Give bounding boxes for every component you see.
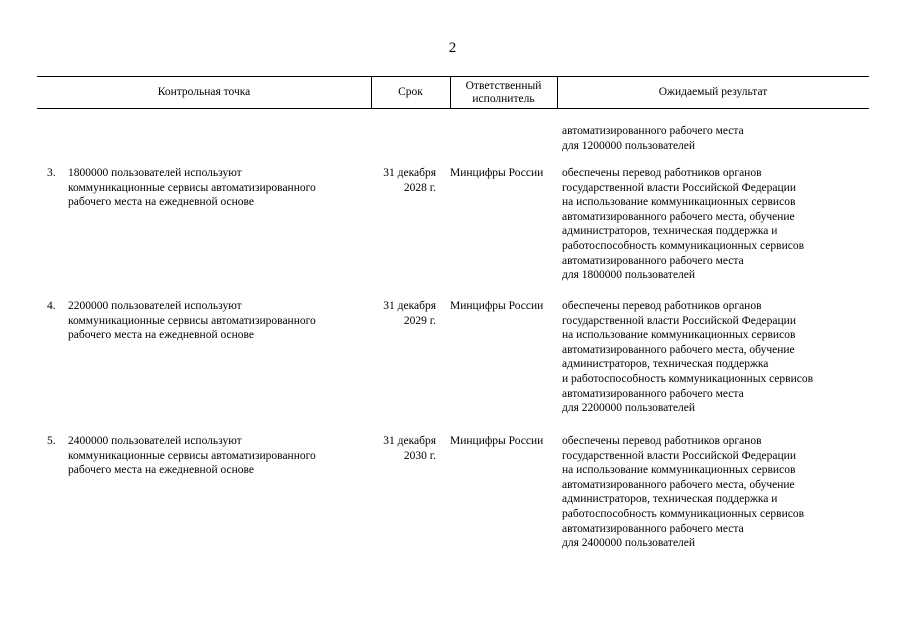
result-line: администраторов, техническая поддержка	[562, 358, 769, 371]
checkpoint-line: рабочего места на ежедневной основе	[68, 464, 254, 477]
checkpoint-line: 2200000 пользователей используют	[68, 300, 242, 312]
deadline-line: 31 декабря	[383, 300, 436, 312]
result-line: работоспособность коммуникационных сервисов	[562, 239, 805, 252]
responsible-cell: Минцифры России	[450, 300, 544, 312]
result-line: на использование коммуникационных сервисов	[562, 196, 796, 209]
page-number: 2	[448, 40, 457, 56]
responsible-cell: Минцифры России	[450, 435, 544, 447]
header-result: Ожидаемый результат	[658, 86, 768, 98]
result-line: государственной власти Российской Федерации	[562, 449, 796, 462]
deadline-line: 2029 г.	[403, 314, 436, 327]
deadline-line: 31 декабря	[383, 167, 436, 179]
deadline-cell	[371, 299, 436, 328]
result-line: для 2200000 пользователей	[562, 402, 696, 415]
result-cell	[562, 299, 872, 416]
checkpoint-line: коммуникационные сервисы автоматизированного	[68, 314, 316, 327]
carryover-result	[562, 124, 744, 153]
result-line: обеспечены перевод работников органов	[562, 167, 762, 179]
row-number: 4.	[47, 300, 56, 312]
checkpoint-line: 2400000 пользователей используют	[68, 435, 242, 447]
header-responsible-line: исполнитель	[472, 92, 535, 105]
result-line: государственной власти Российской Федерации	[562, 314, 796, 327]
checkpoint-cell	[68, 299, 368, 343]
result-line: на использование коммуникационных сервисов	[562, 464, 796, 477]
result-cell	[562, 434, 872, 551]
result-line: обеспечены перевод работников органов	[562, 300, 762, 312]
result-line: автоматизированного рабочего места	[562, 125, 744, 137]
checkpoint-line: коммуникационные сервисы автоматизированного	[68, 181, 316, 194]
checkpoint-line: коммуникационные сервисы автоматизированного	[68, 449, 316, 462]
row-number: 5.	[47, 435, 56, 447]
table-header	[37, 76, 869, 109]
header-responsible-line: Ответственный	[465, 79, 542, 92]
deadline-line: 31 декабря	[383, 435, 436, 447]
result-line: администраторов, техническая поддержка и	[562, 493, 778, 506]
deadline-cell	[371, 434, 436, 463]
header-deadline: Срок	[371, 77, 451, 108]
checkpoint-line: рабочего места на ежедневной основе	[68, 196, 254, 209]
row-number: 3.	[47, 167, 56, 179]
deadline-line: 2028 г.	[403, 181, 436, 194]
result-line: автоматизированного рабочего места	[562, 522, 744, 535]
result-line: на использование коммуникационных сервисов	[562, 329, 796, 342]
result-line: и работоспособность коммуникационных сервисов	[562, 372, 814, 385]
result-line: автоматизированного рабочего места, обучение	[562, 210, 795, 223]
result-line: обеспечены перевод работников органов	[562, 435, 762, 447]
checkpoint-cell	[68, 166, 368, 210]
result-line: государственной власти Российской Федерации	[562, 181, 796, 194]
checkpoint-line: рабочего места на ежедневной основе	[68, 329, 254, 342]
result-line: автоматизированного рабочего места	[562, 254, 744, 267]
result-line: администраторов, техническая поддержка и	[562, 225, 778, 238]
header-responsible	[450, 77, 558, 108]
header-checkpoint: Контрольная точка	[37, 77, 372, 108]
checkpoint-cell	[68, 434, 368, 478]
result-line: для 1800000 пользователей	[562, 269, 696, 282]
result-line: для 1200000 пользователей	[562, 139, 696, 152]
deadline-cell	[371, 166, 436, 195]
result-line: работоспособность коммуникационных сервисов	[562, 507, 805, 520]
result-cell	[562, 166, 872, 283]
responsible-cell: Минцифры России	[450, 167, 544, 179]
checkpoint-line: 1800000 пользователей используют	[68, 167, 242, 179]
result-line: для 2400000 пользователей	[562, 537, 696, 550]
deadline-line: 2030 г.	[403, 449, 436, 462]
result-line: автоматизированного рабочего места	[562, 387, 744, 400]
result-line: автоматизированного рабочего места, обучение	[562, 478, 795, 491]
result-line: автоматизированного рабочего места, обучение	[562, 343, 795, 356]
